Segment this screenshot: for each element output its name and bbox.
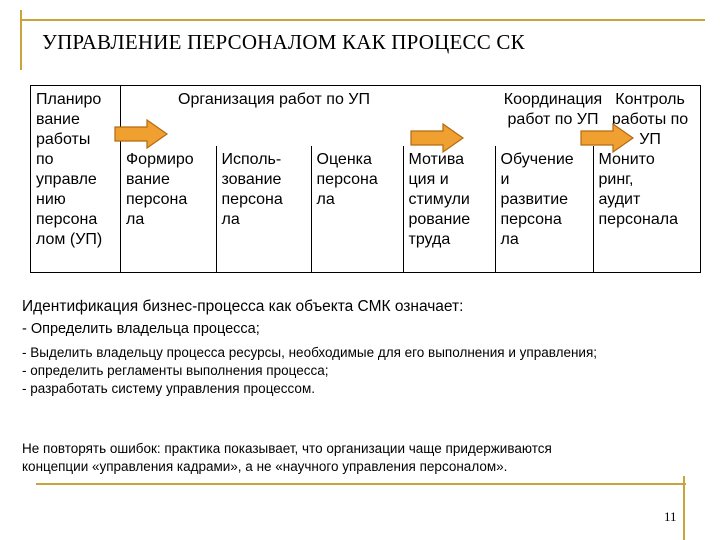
phase-control: Контроль работы по УП <box>611 91 689 148</box>
phase-coordination: Координация работ по УП <box>503 91 603 128</box>
subcol-formation: Формиро вание персона ла <box>121 146 216 272</box>
note-line: Не повторять ошибок: практика показывает, что организации чаще придерживаются <box>22 441 552 456</box>
bullet-item: - определить регламенты выполнения процесса; <box>22 363 329 378</box>
subcol-motivation: Мотива ция и стимули рование труда <box>403 146 495 272</box>
bullet-item: - Выделить владельцу процесса ресурсы, необходимые для его выполнения и управления; <box>22 345 598 360</box>
process-table <box>30 85 701 273</box>
identification-heading: Идентификация бизнес-процесса как объекта СМК означает: <box>22 298 464 315</box>
bullet-item: - Определить владельца процесса; <box>22 321 260 337</box>
planning-cell: Планиро вание работы по управле нию персона лом (УП) <box>31 86 121 273</box>
subcol-training: Обучение и развитие персона ла <box>495 146 593 272</box>
process-phases-cell <box>121 86 701 273</box>
arrow-right-icon <box>579 123 639 153</box>
arrow-right-icon <box>113 119 173 149</box>
accent-line-top <box>20 19 705 21</box>
subcol-monitoring: Монито ринг, аудит персонала <box>598 151 679 228</box>
note-line: концепции «управления кадрами», а не «научного управления персоналом». <box>22 459 508 474</box>
arrow-right-icon <box>409 123 469 153</box>
accent-line-bottom <box>36 483 686 485</box>
subcol-usage: Исполь- зование персона ла <box>216 146 311 272</box>
slide-title: УПРАВЛЕНИЕ ПЕРСОНАЛОМ КАК ПРОЦЕСС СК <box>42 30 525 54</box>
accent-line-right <box>683 476 685 540</box>
phase-header-row <box>121 86 700 146</box>
subcol-assessment: Оценка персона ла <box>311 146 403 272</box>
page-number: 11 <box>664 509 677 524</box>
bullet-item: - разработать систему управления процессом. <box>22 381 315 396</box>
sub-activities <box>121 146 701 272</box>
phase-organization: Организация работ по УП <box>178 91 370 108</box>
